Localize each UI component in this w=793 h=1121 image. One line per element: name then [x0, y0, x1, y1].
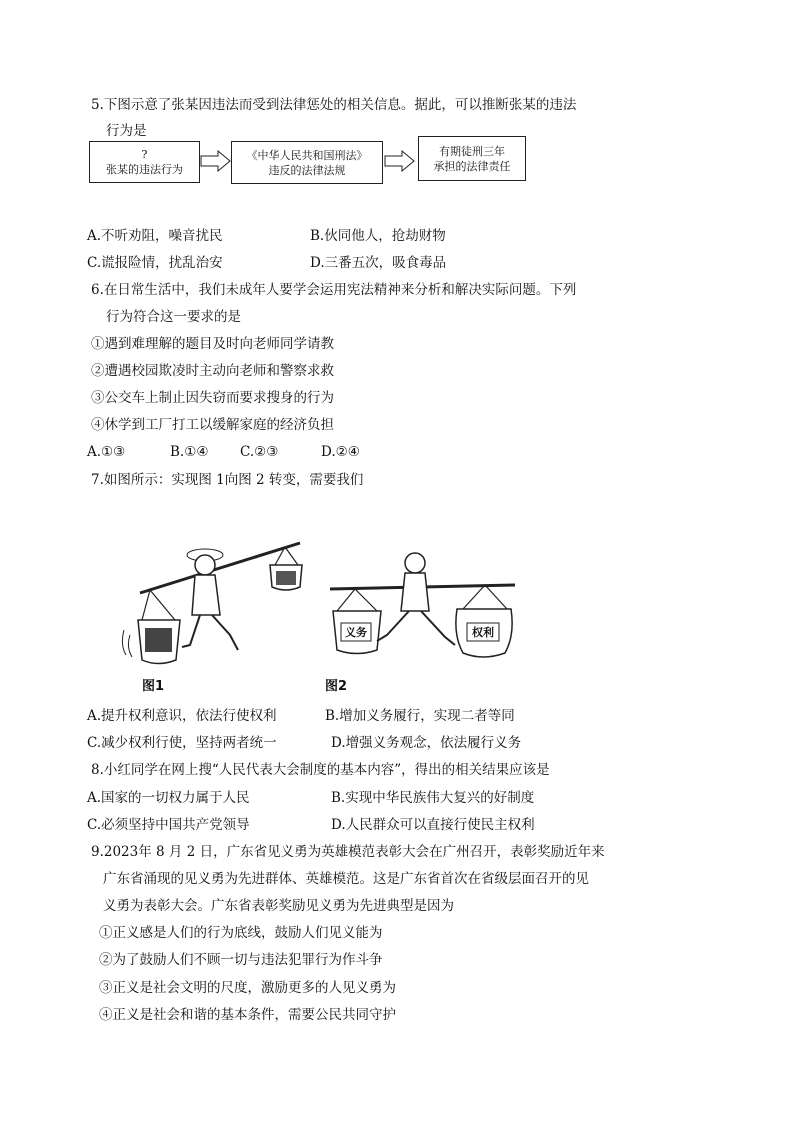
q6-item-1: ①遇到难理解的题目及时向老师同学请教 — [91, 336, 334, 352]
diagram-box-illegal-act — [89, 141, 200, 183]
q9-stem-line1: 9.2023年 8 月 2 日，广东省见义勇为英雄模范表彰大会在广州召开，表彰奖励近年来 — [91, 844, 605, 860]
q6-stem-line1: 6.在日常生活中，我们未成年人要学会运用宪法精神来分析和解决实际问题。下列 — [91, 282, 577, 298]
figure-2-illustration — [315, 545, 530, 670]
q8-option-d: D.人民群众可以直接行使民主权利 — [331, 817, 535, 833]
q9-stem-line2: 广东省涌现的见义勇为先进群体、英雄模范。这是广东省首次在省级层面召开的见 — [103, 871, 589, 887]
q9-item-1: ①正义感是人们的行为底线，鼓励人们见义能为 — [99, 925, 383, 941]
q6-option-d: D.②④ — [321, 444, 360, 460]
diagram-box2-line1: 《中华人民共和国刑法》 — [246, 148, 368, 162]
arrow-icon — [384, 150, 415, 172]
figure-1-label: 图1 — [142, 679, 165, 694]
figure-1-illustration — [120, 535, 315, 670]
diagram-box1-line1: ? — [141, 148, 148, 161]
arrow-icon — [200, 150, 231, 172]
q5-option-d: D.三番五次，吸食毒品 — [310, 255, 447, 271]
diagram-box2-line2: 违反的法律法规 — [268, 163, 346, 177]
q5-stem-line2: 行为是 — [106, 123, 147, 139]
figure-2-label: 图2 — [325, 679, 348, 694]
q6-stem-line2: 行为符合这一要求的是 — [106, 309, 241, 325]
diagram-box1-line2: 张某的违法行为 — [106, 163, 183, 176]
q8-stem: 8.小红同学在网上搜“人民代表大会制度的基本内容”，得出的相关结果应该是 — [91, 762, 550, 778]
q6-option-b: B.①④ — [170, 444, 209, 460]
q9-item-4: ④正义是社会和谐的基本条件，需要公民共同守护 — [99, 1007, 396, 1023]
q5-option-c: C.谎报险情，扰乱治安 — [87, 255, 223, 271]
q8-option-a: A.国家的一切权力属于人民 — [87, 790, 250, 806]
q6-item-4: ④休学到工厂打工以缓解家庭的经济负担 — [91, 417, 334, 433]
q6-item-2: ②遭遇校园欺凌时主动向老师和警察求救 — [91, 363, 334, 379]
q6-option-a: A.①③ — [87, 444, 126, 460]
q8-option-b: B.实现中华民族伟大复兴的好制度 — [331, 790, 535, 806]
diagram-box-law — [231, 141, 383, 184]
q7-option-b: B.增加义务履行，实现二者等同 — [325, 708, 515, 724]
q7-option-d: D.增强义务观念，依法履行义务 — [331, 735, 522, 751]
q5-option-a: A.不听劝阻，噪音扰民 — [87, 228, 223, 244]
q7-option-a: A.提升权利意识，依法行使权利 — [87, 708, 277, 724]
q5-stem-line1: 5.下图示意了张某因违法而受到法律惩处的相关信息。据此，可以推断张某的违法 — [91, 97, 577, 113]
q7-option-c: C.减少权利行使，坚持两者统一 — [87, 735, 277, 751]
q9-stem-line3: 义勇为表彰大会。广东省表彰奖励见义勇为先进典型是因为 — [103, 898, 454, 914]
basket-right-label: 权利 — [472, 626, 494, 639]
basket-left-label: 义务 — [345, 626, 367, 639]
q8-option-c: C.必须坚持中国共产党领导 — [87, 817, 250, 833]
diagram-box-liability — [418, 136, 526, 181]
q5-option-b: B.伙同他人，抢劫财物 — [310, 228, 446, 244]
q9-item-3: ③正义是社会文明的尺度，激励更多的人见义勇为 — [99, 980, 396, 996]
q7-stem: 7.如图所示：实现图 1向图 2 转变，需要我们 — [91, 472, 364, 488]
q6-item-3: ③公交车上制止因失窃而要求搜身的行为 — [91, 390, 334, 406]
q6-option-c: C.②③ — [240, 444, 279, 460]
q9-item-2: ②为了鼓励人们不顾一切与违法犯罪行为作斗争 — [99, 952, 383, 968]
diagram-box3-line2: 承担的法律责任 — [433, 159, 511, 173]
diagram-box3-line1: 有期徒刑三年 — [439, 144, 505, 158]
